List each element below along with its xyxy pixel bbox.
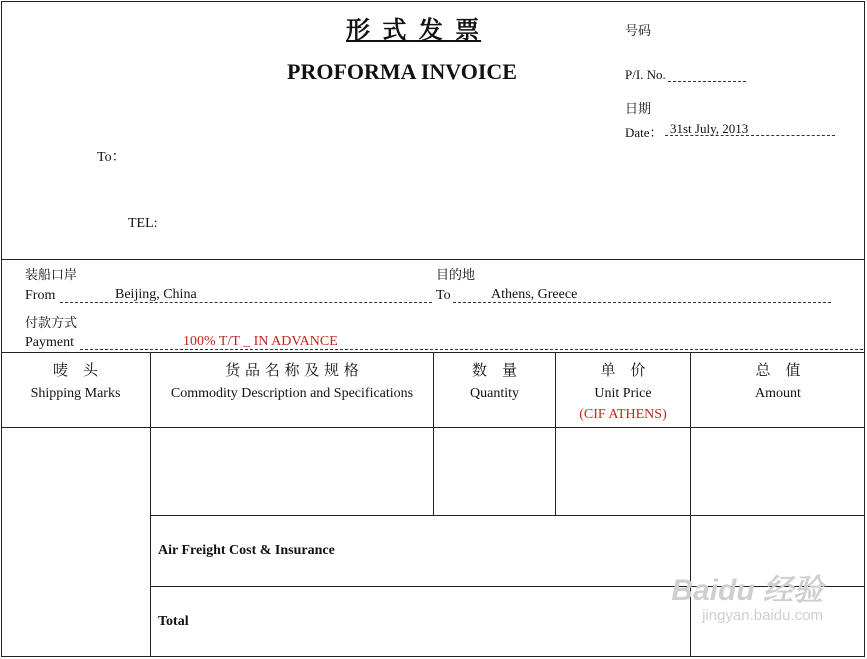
col-header-en: Shipping Marks <box>30 386 121 401</box>
watermark-logo <box>671 565 823 624</box>
pi-number-label: P/I. No. <box>625 67 666 82</box>
col-header-en: Commodity Description and Specifications <box>170 386 414 401</box>
payment-field[interactable]: 100% T/T _ IN ADVANCE <box>80 334 863 350</box>
payment-cn-label: 付款方式 <box>25 316 78 331</box>
col-header-cn: 唛 头 <box>52 361 98 379</box>
to-label: To： <box>97 150 126 165</box>
col-divider-2b <box>433 427 434 515</box>
to-port-label: To <box>436 288 451 303</box>
col-header-commodity <box>151 359 433 402</box>
col-header-cn: 数 量 <box>471 361 517 379</box>
header-divider <box>1 259 865 260</box>
col-header-en: Quantity <box>470 386 519 401</box>
col-divider-3b <box>555 427 556 515</box>
col-header-en: Unit Price <box>594 386 652 401</box>
col-header-cn: 单 价 <box>600 361 646 379</box>
port-cn-label: 装船口岸 <box>25 268 78 283</box>
col-header-quantity <box>434 359 555 402</box>
table-row-divider-1 <box>150 515 865 516</box>
to-port-field[interactable]: Athens, Greece <box>453 287 831 303</box>
col-header-en: Amount <box>755 386 801 401</box>
col-header-cn: 总 值 <box>755 361 801 379</box>
dest-cn-label: 目的地 <box>436 268 476 283</box>
from-field[interactable]: Beijing, China <box>60 287 432 303</box>
col-header-unit-price <box>556 359 690 423</box>
pi-number-field[interactable] <box>668 67 746 82</box>
col-header-cn: 货 品 名 称 及 规 格 <box>225 361 359 379</box>
invoice-frame <box>1 1 865 657</box>
total-label: Total <box>158 614 189 629</box>
payment-label: Payment <box>25 335 74 350</box>
number-cn-label: 号码 <box>625 24 652 39</box>
date-cn-label: 日期 <box>625 102 652 117</box>
col-header-amount <box>691 359 865 402</box>
unit-price-note: (CIF ATHENS) <box>579 407 667 422</box>
watermark-brand: Baidu 经验 <box>671 574 823 607</box>
date-label: Date： <box>625 125 663 140</box>
title-cn: 形 式 发 票 <box>346 15 482 44</box>
col-header-shipping-marks <box>1 359 150 402</box>
from-label: From <box>25 288 56 303</box>
date-field[interactable]: 31st July, 2013 <box>665 121 835 136</box>
title-en: PROFORMA INVOICE <box>287 59 517 84</box>
watermark-url: jingyan.baidu.com <box>702 607 823 624</box>
tel-label: TEL: <box>128 216 158 231</box>
freight-label: Air Freight Cost & Insurance <box>158 543 335 558</box>
